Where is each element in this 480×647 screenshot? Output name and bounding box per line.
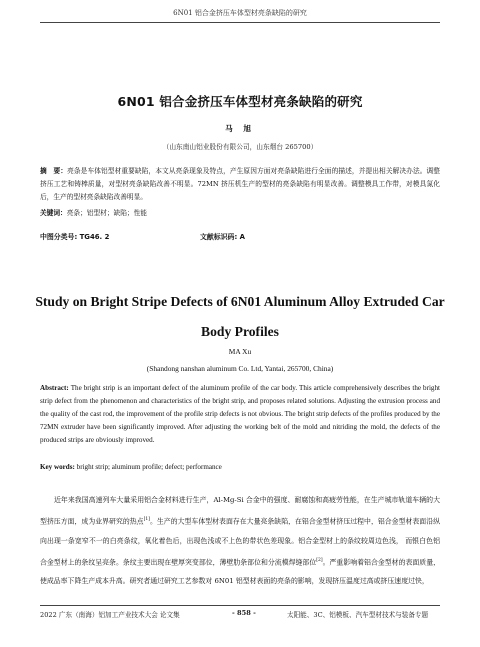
citation-1[interactable]: [1] — [143, 517, 150, 523]
english-keywords — [40, 461, 440, 474]
chinese-abstract-text: 亮条是车体铝型材重要缺陷，本文从亮条现象及特点，产生原因方面对亮条缺陷进行全面的描述，并提出相关解决办法。调整挤压工艺和铸棒质量，对型材亮条缺陷改善不明显。72MN 挤压机生产的型材的亮条缺陷有明显改善。调整模具工作带，对模具氮化后，生产的型材亮条缺陷改善明显。 — [40, 167, 440, 202]
document-code: 文献标识码: A — [200, 233, 245, 241]
english-keywords-label: Key words: — [40, 463, 75, 471]
footer-rule — [40, 605, 440, 606]
citation-2[interactable]: [2] — [316, 557, 323, 563]
chinese-keywords-text: 亮条；铝型材；缺陷；性能 — [66, 209, 147, 217]
chinese-abstract-label: 摘 要： — [40, 167, 68, 175]
english-affiliation: (Shandong nanshan aluminum Co. Ltd, Yantai, 265700, China) — [146, 364, 334, 373]
classification-number: 中图分类号: TG46. 2 — [40, 233, 110, 241]
body-text-part-2: 。生产的大型车体型材表面存在大量亮条缺陷，在铝合金型材挤压过程中，铝合金型材表面沿纵向出现一条宽窄不一的白亮条纹，氧化着色后，出现色浅或不上色的带状色差现象。铝合金型材上的条纹较周边色浅， 而银白色铝合金型材上的条纹呈亮条。条纹主要出现在壁厚突变部位，薄壁肋条部位和分流模焊缝部位 — [40, 517, 441, 567]
chinese-keywords — [40, 207, 440, 220]
english-abstract-label: Abstract: — [40, 384, 69, 392]
body-paragraph — [40, 491, 440, 592]
chinese-affiliation: （山东南山铝业股份有限公司，山东烟台 265700） — [162, 143, 318, 151]
english-keywords-text: bright strip; aluminum profile; defect; performance — [76, 463, 222, 471]
chinese-title: 6N01 铝合金挤压车体型材亮条缺陷的研究 — [117, 94, 363, 109]
footer-proceedings: 2022 广东（南海）铝加工产业技术大会 论文集 — [40, 611, 180, 619]
page-number: - 858 - — [232, 609, 256, 617]
chinese-author: 马 旭 — [225, 124, 255, 133]
body-text-part-1: 近年来我国高速列车大量采用铝合金材料进行生产，Al-Mg-Si 合金中的强度、耐腐蚀和高疲劳性能，在生产城市轨道车辆的大型挤压方面，成为业界研究的热点 — [40, 496, 440, 526]
body-text-part-3: 。严重影响着铝合金型材的表面质量，使成品率下降生产成本升高。研究者通过研究工艺参数对 6N01 铝型材表面的亮条的影响，发现挤压温度过高或挤压速度过快， — [40, 558, 441, 586]
english-abstract-text: The bright strip is an important defect of the aluminum profile of the car body. This article comprehensively describes the bright strip defect from the phenomenon and characteristics of the bright strip, and proposes related solutions. Adjusting the extrusion process and the quality of the cast rod, the improvement of the profile strip defects is not obvious. The bright strip defects of the profiles produced by the 72MN extruder have been significantly improved. After adjusting the working belt of the mold and nitriding the mold, the defects of the produced strips are obviously improved. — [40, 384, 440, 444]
chinese-abstract — [40, 165, 440, 204]
english-abstract — [40, 382, 440, 447]
chinese-keywords-label: 关键词： — [40, 209, 67, 217]
english-author: MA Xu — [228, 347, 252, 356]
english-title: Study on Bright Stripe Defects of 6N01 Aluminum Alloy Extruded Car Body Profiles — [35, 294, 445, 339]
running-head: 6N01 铝合金挤压车体型材亮条缺陷的研究 — [173, 9, 307, 17]
header-rule — [40, 22, 440, 23]
footer-topic: 太阳能、3C、铝模板、汽车型材技术与装备专题 — [287, 611, 429, 619]
